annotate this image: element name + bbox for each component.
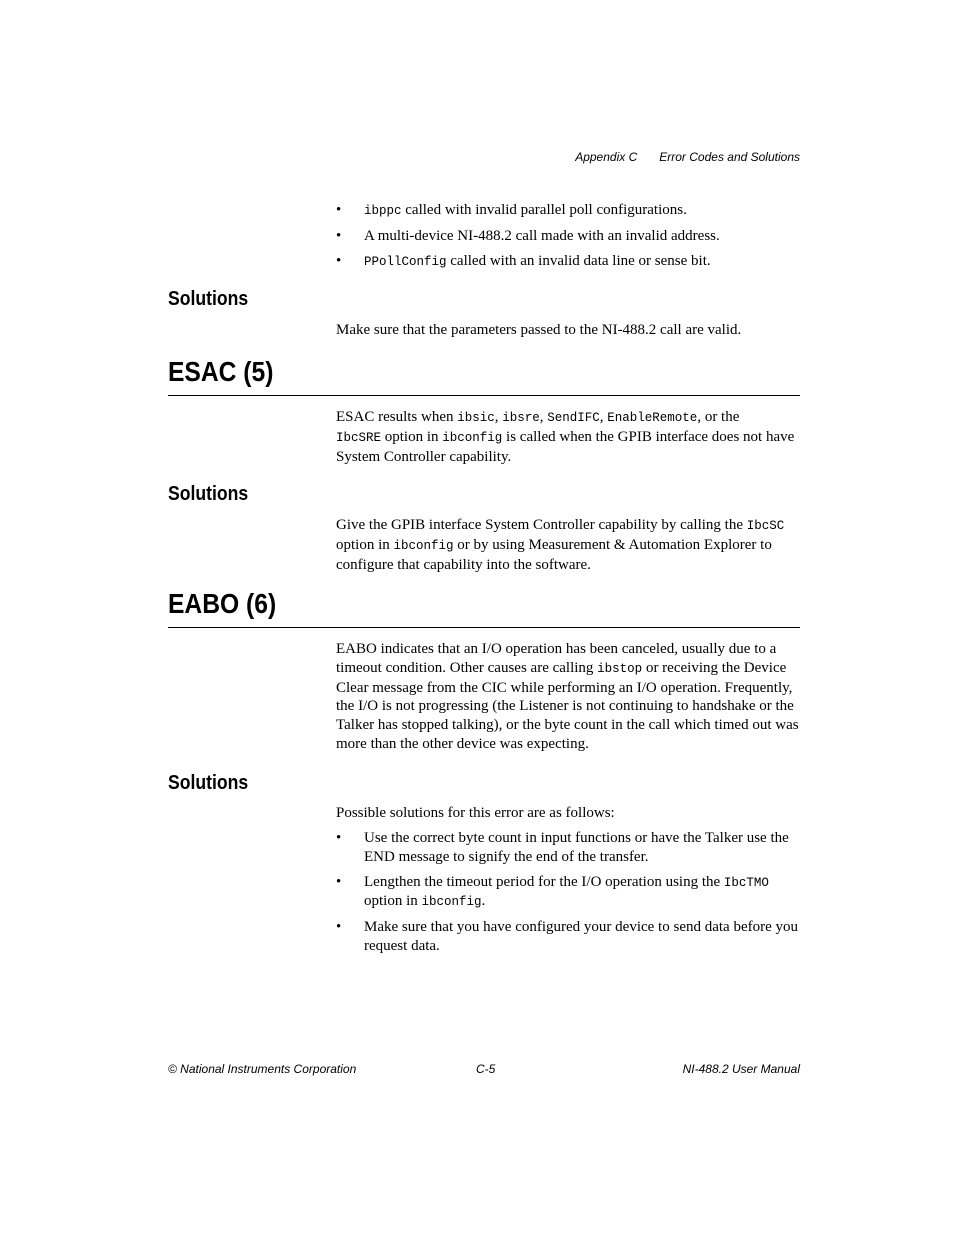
eabo-rule xyxy=(168,627,800,628)
solutions-intro-3: Possible solutions for this error are as follows: xyxy=(336,805,615,821)
running-header xyxy=(575,150,800,164)
esac-text: ESAC results when ibsic, ibsre, SendIFC, EnableRemote, or the IbcSRE option in ibconfig is called when the GPIB interface does not have System Controller capability. xyxy=(336,409,795,465)
footer-page-number: C-5 xyxy=(476,1062,496,1076)
footer-copyright: © National Instruments Corporation xyxy=(168,1062,357,1076)
solutions-heading-2: Solutions xyxy=(168,483,249,505)
list-item: • Use the correct byte count in input functions or have the Talker use the END message to signify the end of the transfer. xyxy=(336,830,789,865)
list-item: • ibppc called with invalid parallel poll configurations. xyxy=(336,202,687,218)
code-ppollconfig: PPollConfig xyxy=(364,254,447,269)
header-title: Error Codes and Solutions xyxy=(659,150,800,164)
solutions-bullet-list xyxy=(336,829,800,962)
esac-rule xyxy=(168,395,800,396)
solutions-text-1: Make sure that the parameters passed to the NI-488.2 call are valid. xyxy=(336,322,742,338)
solutions-heading-3: Solutions xyxy=(168,772,249,794)
esac-heading: ESAC (5) xyxy=(168,356,274,387)
top-bullet-list xyxy=(336,201,800,277)
list-item: • A multi-device NI-488.2 call made with an invalid address. xyxy=(336,227,720,244)
header-section: Appendix C xyxy=(575,150,638,164)
list-item: • Make sure that you have configured your device to send data before you request data. xyxy=(336,919,799,954)
footer-manual-title: NI-488.2 User Manual xyxy=(682,1062,800,1076)
solutions-text-2: Give the GPIB interface System Controller capability by calling the IbcSC option in ibconfig or by using Measurement & Automation Explorer to configure that capability into the software. xyxy=(336,517,785,573)
list-item: • PPollConfig called with an invalid data line or sense bit. xyxy=(336,252,711,269)
eabo-text: EABO indicates that an I/O operation has been canceled, usually due to a timeout condition. Other causes are calling ibstop or receiving the Device Clear message from the CIC while performing an I/O operation. Frequently, the I/O is not progressing (the Listener is not continuing to handshake or the Talker has stopped talking), or the byte count in the call which timed out was more than the other device was expecting. xyxy=(336,641,799,752)
solutions-heading-1: Solutions xyxy=(168,288,249,310)
list-item: • Lengthen the timeout period for the I/O operation using the IbcTMO option in ibconfig. xyxy=(336,873,769,910)
eabo-heading: EABO (6) xyxy=(168,588,277,619)
code-ibppc: ibppc xyxy=(364,204,402,218)
